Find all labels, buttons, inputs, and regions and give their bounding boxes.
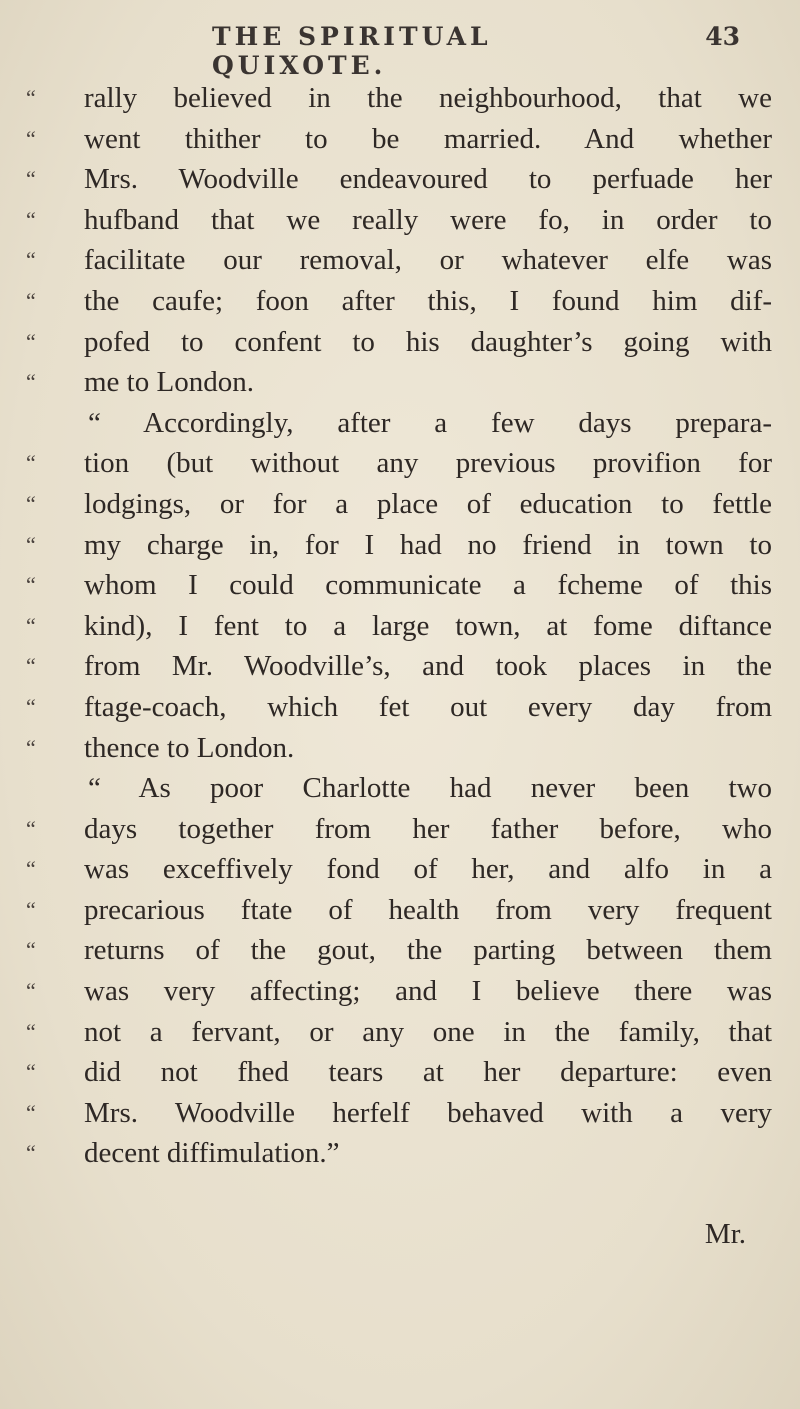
text-line (26, 1012, 786, 1053)
line-text: did not fhed tears at her departure: even (84, 1056, 772, 1089)
text-line (26, 525, 786, 566)
quote-mark: “ (26, 612, 36, 638)
line-text: not a fervant, or any one in the family, that (84, 1015, 772, 1048)
quote-mark: “ (26, 978, 36, 1004)
line-text: my charge in, for I had no friend in town to (84, 528, 772, 561)
quote-mark: “ (26, 815, 36, 841)
line-text: the caufe; foon after this, I found him dif- (84, 284, 772, 317)
line-text: hufband that we really were fo, in order to (84, 203, 772, 236)
text-line (26, 565, 786, 606)
quote-mark: “ (26, 85, 36, 110)
text-line (26, 78, 786, 119)
quote-mark: “ (26, 206, 36, 232)
line-text: facilitate our removal, or whatever elfe was (84, 244, 772, 277)
body-text (26, 78, 786, 1174)
line-text: Mrs. Woodville endeavoured to perfuade her (84, 163, 772, 196)
quote-mark: “ (26, 572, 36, 598)
quote-mark: “ (26, 369, 36, 395)
text-line (26, 930, 786, 971)
text-line (26, 403, 786, 444)
line-text: Mrs. Woodville herfelf behaved with a very (84, 1096, 772, 1129)
quote-mark: “ (26, 653, 36, 679)
quote-mark: “ (26, 1059, 36, 1085)
line-text: decent diffimulation.” (84, 1137, 340, 1170)
quote-mark: “ (26, 1099, 36, 1125)
line-text: went thither to be married. And whether (84, 122, 772, 155)
catchword: Mr. (704, 1218, 746, 1250)
line-text: was very affecting; and I believe there was (84, 975, 772, 1008)
line-text: pofed to confent to his daughter’s going with (84, 325, 772, 358)
text-line (26, 119, 786, 160)
line-text: whom I could communicate a fcheme of this (84, 569, 772, 602)
line-text: rally believed in the neighbourhood, that we (84, 82, 772, 114)
quote-mark: “ (26, 1140, 36, 1166)
quote-mark: “ (26, 531, 36, 557)
line-text: from Mr. Woodville’s, and took places in the (84, 650, 772, 683)
running-title: THE SPIRITUAL QUIXOTE. (212, 22, 492, 80)
text-line (26, 200, 786, 241)
line-text: days together from her father before, who (84, 812, 772, 845)
text-line (26, 362, 786, 403)
quote-mark: “ (26, 734, 36, 760)
quote-mark: “ (26, 125, 36, 151)
text-line (26, 159, 786, 200)
text-line (26, 281, 786, 322)
text-line (26, 890, 786, 931)
text-line (26, 646, 786, 687)
quote-mark: “ (26, 693, 36, 719)
text-line (26, 240, 786, 281)
line-text: precarious ftate of health from very frequent (84, 893, 772, 926)
quote-mark: “ (26, 328, 36, 354)
text-line (26, 484, 786, 525)
line-text: was exceffively fond of her, and alfo in a (84, 853, 772, 886)
quote-mark: “ (26, 166, 36, 192)
text-line (26, 849, 786, 890)
line-text: lodgings, or for a place of education to fettle (84, 487, 772, 520)
page-number: 43 (705, 22, 740, 51)
quote-mark: “ (26, 1018, 36, 1044)
quote-mark: “ (26, 450, 36, 476)
text-line (26, 809, 786, 850)
text-line (26, 443, 786, 484)
text-line (26, 606, 786, 647)
text-line (26, 768, 786, 809)
line-text: returns of the gout, the parting between them (84, 934, 772, 967)
text-line (26, 1052, 786, 1093)
quote-mark: “ (26, 287, 36, 313)
running-head (212, 22, 740, 80)
line-text: tion (but without any previous provifion for (84, 447, 772, 480)
text-line (26, 1093, 786, 1134)
text-line (26, 1133, 786, 1174)
text-line (26, 971, 786, 1012)
quote-mark: “ (26, 247, 36, 273)
text-line (26, 687, 786, 728)
quote-mark: “ (26, 896, 36, 922)
text-line (26, 728, 786, 769)
quote-mark: “ (26, 490, 36, 516)
quote-mark: “ (26, 937, 36, 963)
text-line (26, 322, 786, 363)
line-text: “ Accordingly, after a few days prepara- (88, 406, 772, 439)
line-text: kind), I fent to a large town, at fome diftance (84, 609, 772, 642)
line-text: ftage-coach, which fet out every day from (84, 690, 772, 723)
line-text: “ As poor Charlotte had never been two (88, 772, 772, 805)
quote-mark: “ (26, 856, 36, 882)
line-text: thence to London. (84, 731, 295, 764)
line-text: me to London. (84, 366, 254, 399)
